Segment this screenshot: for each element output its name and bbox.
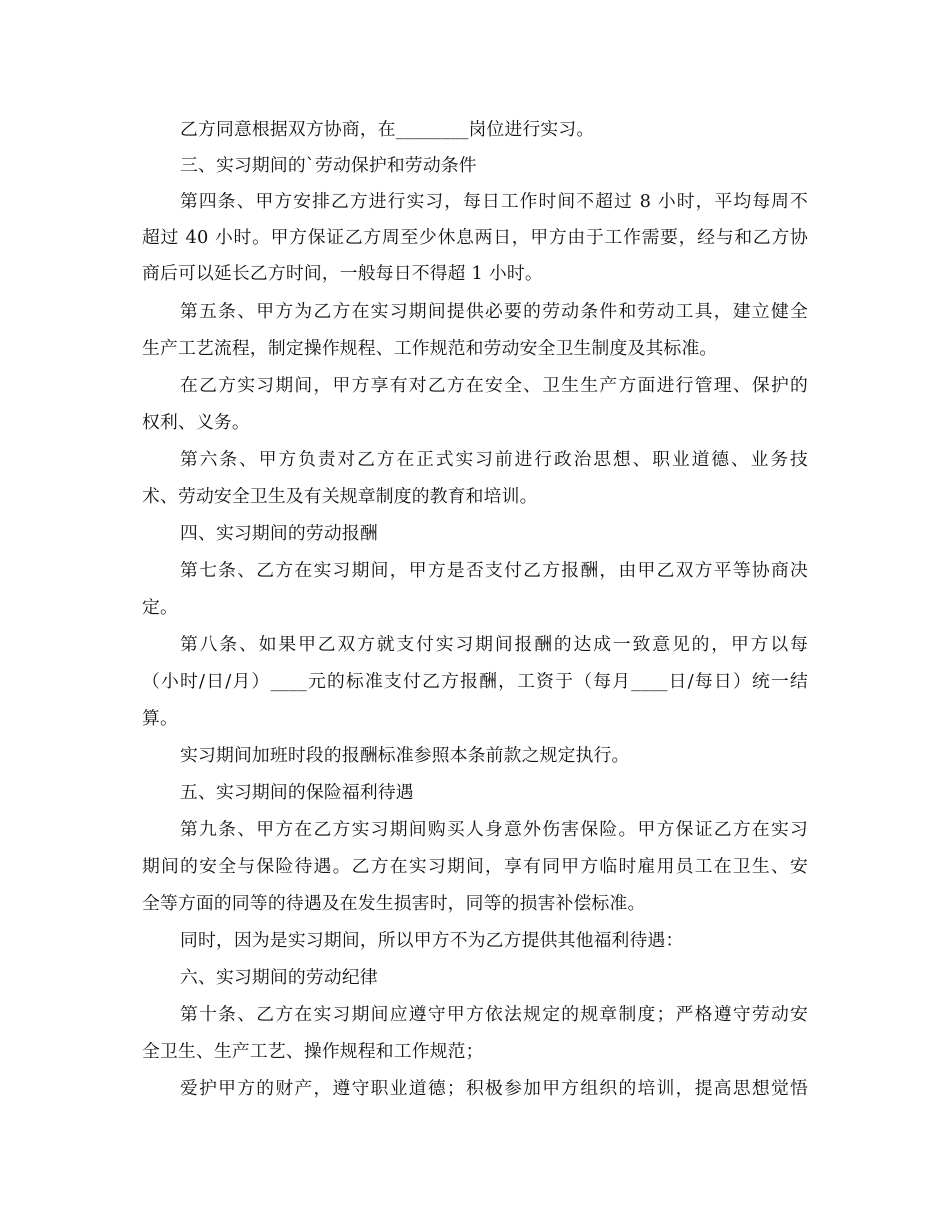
text-line: 第八条、如果甲乙双方就支付实习期间报酬的达成一致意见的，甲方以每 [180, 634, 808, 655]
text-line: 第十条、乙方在实习期间应遵守甲方依法规定的规章制度；严格遵守劳动安 [180, 1004, 808, 1025]
text-line: 第七条、乙方在实习期间，甲方是否支付乙方报酬，由甲乙双方平等协商决 [180, 560, 808, 581]
section-heading: 三、实习期间的`劳动保护和劳动条件 [180, 155, 477, 176]
text-line: 定。 [142, 597, 178, 618]
text-line: （小时/日/月）____元的标准支付乙方报酬，工资于（每月____日/每日）统一结 [142, 671, 808, 692]
text-line: 第五条、甲方为乙方在实习期间提供必要的劳动条件和劳动工具，建立健全 [180, 301, 808, 322]
text-line: 期间的安全与保险待遇。乙方在实习期间，享有同甲方临时雇用员工在卫生、安 [142, 856, 808, 877]
text-line: 生产工艺流程，制定操作规程、工作规范和劳动安全卫生制度及其标准。 [142, 338, 718, 359]
text-line: 权利、义务。 [142, 412, 250, 433]
text-line: 商后可以延长乙方时间，一般每日不得超 1 小时。 [142, 263, 543, 284]
section-heading: 六、实习期间的劳动纪律 [180, 967, 378, 988]
text-line: 第九条、甲方在乙方实习期间购买人身意外伤害保险。甲方保证乙方在实习 [180, 819, 808, 840]
text-line: 第六条、甲方负责对乙方在正式实习前进行政治思想、职业道德、业务技 [180, 449, 808, 470]
text-line: 第四条、甲方安排乙方进行实习，每日工作时间不超过 8 小时，平均每周不 [180, 191, 808, 212]
text-line: 乙方同意根据双方协商，在________岗位进行实习。 [180, 119, 595, 140]
text-line: 实习期间加班时段的报酬标准参照本条前款之规定执行。 [180, 745, 630, 766]
section-heading: 五、实习期间的保险福利待遇 [180, 782, 414, 803]
text-line: 全卫生、生产工艺、操作规程和工作规范； [142, 1041, 484, 1062]
text-line: 在乙方实习期间，甲方享有对乙方在安全、卫生生产方面进行管理、保护的 [180, 375, 808, 396]
text-line: 算。 [142, 708, 178, 729]
text-line: 全等方面的同等的待遇及在发生损害时，同等的损害补偿标准。 [142, 893, 646, 914]
section-heading: 四、实习期间的劳动报酬 [180, 523, 378, 544]
text-line: 术、劳动安全卫生及有关规章制度的教育和培训。 [142, 486, 538, 507]
text-line: 同时，因为是实习期间，所以甲方不为乙方提供其他福利待遇： [180, 930, 684, 951]
text-line: 超过 40 小时。甲方保证乙方周至少休息两日，甲方由于工作需要，经与和乙方协 [142, 227, 808, 248]
text-line: 爱护甲方的财产，遵守职业道德；积极参加甲方组织的培训，提高思想觉悟 [180, 1078, 808, 1099]
